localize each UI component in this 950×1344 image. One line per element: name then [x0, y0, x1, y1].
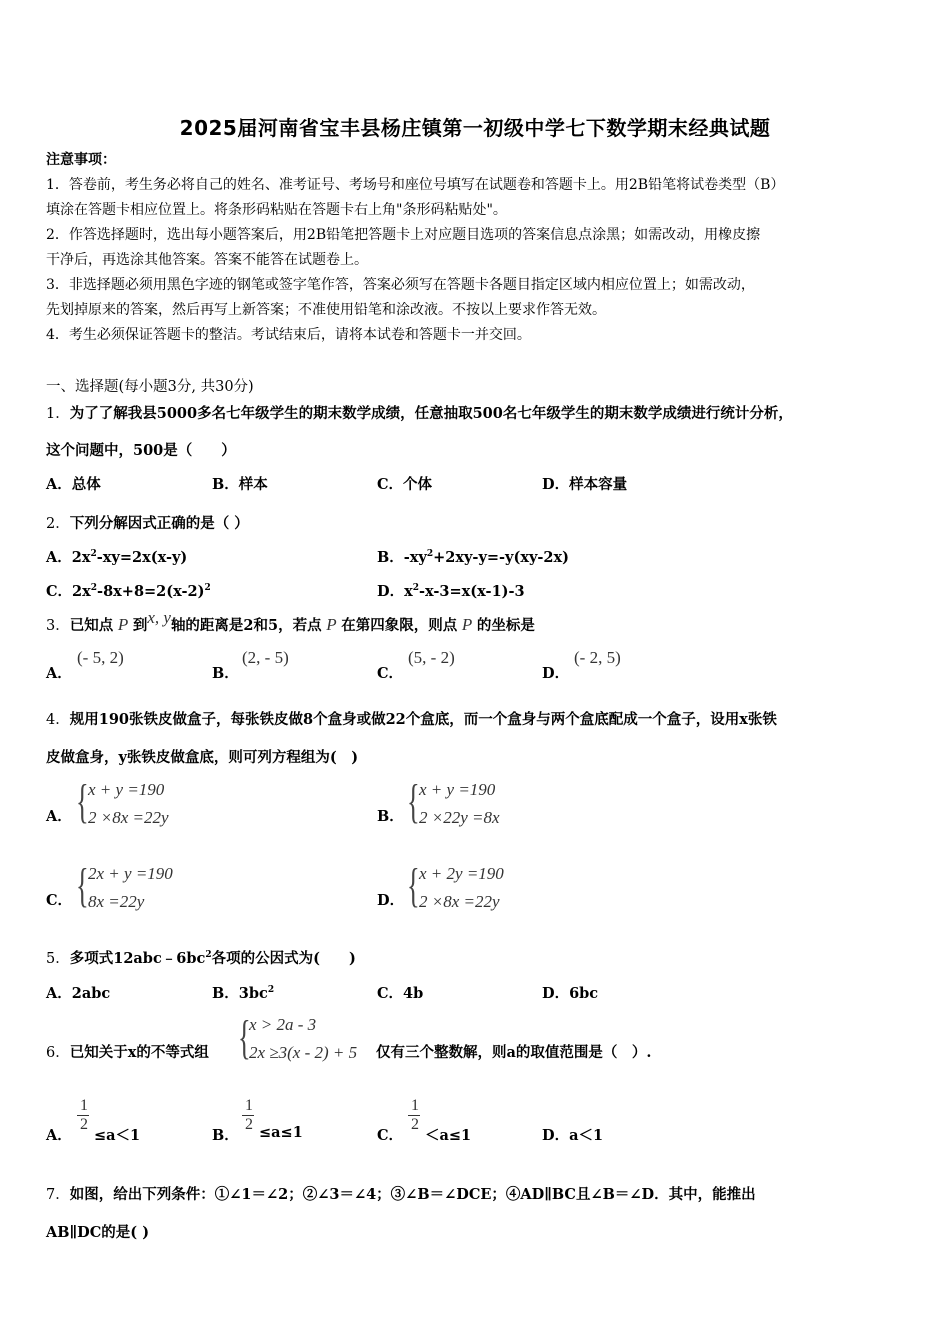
- fraction-half: 1 2: [242, 1097, 256, 1134]
- brace-icon: {: [76, 775, 89, 828]
- option-c: (5, - 2): [408, 648, 455, 667]
- question-number: 4．: [46, 712, 70, 728]
- section-heading: 一、选择题(每小题3分, 共30分): [46, 379, 254, 395]
- question-number: 1．: [46, 406, 70, 422]
- option-d: D．样本容量: [542, 476, 628, 493]
- notes-line: 4．考生必须保证答题卡的整洁。考试结束后，请将本试卷和答题卡一并交回。: [46, 327, 531, 343]
- question-stem: 5．多项式$12abc﹣6bc^2$各项的公因式为( ): [46, 950, 356, 967]
- notes-line: 1．答卷前，考生务必将自己的姓名、准考证号、考场号和座位号填写在试题卷和答题卡上。用2B铅笔将试卷类型（B）: [46, 177, 785, 193]
- option-c-label: C．: [46, 892, 73, 909]
- question-number: 3．: [46, 618, 70, 634]
- notes-line: 干净后，再选涂其他答案。答案不能答在试题卷上。: [46, 252, 368, 268]
- question-stem: [46, 512, 249, 533]
- option-b-label: B．: [377, 808, 404, 825]
- question-text: 下列分解因式正确的是（ ）: [69, 515, 249, 532]
- inequality-system: x > 2a - 3 2x ≥3(x - 2) + 5: [249, 1015, 358, 1062]
- question-text: 为了了解我县5000多名七年级学生的期末数学成绩，任意抽取500名七年级学生的期末数学成绩进行统计分析，: [69, 405, 793, 422]
- option-c: C．个体: [377, 476, 433, 493]
- option-b-system: x + y =190 2 ×22y =8x: [419, 780, 500, 827]
- notes-line: 填涂在答题卡相应位置上。将条形码粘贴在答题卡右上角"条形码粘贴处"。: [46, 202, 507, 218]
- question-stem: [46, 402, 793, 423]
- notes-line: 先划掉原来的答案，然后再写上新答案；不准使用铅笔和涂改液。不按以上要求作答无效。: [46, 302, 606, 318]
- question-text: 这个问题中，500是（ ）: [46, 442, 236, 459]
- option-d-system: x + 2y =190 2 ×8x =22y: [419, 864, 504, 911]
- brace-icon: {: [407, 775, 420, 828]
- option-b: B．$-xy^2+2xy-y=-y(xy-2x)$: [377, 549, 570, 566]
- option-d: D．6bc: [542, 985, 599, 1002]
- axes-xy: x, y: [147, 608, 171, 627]
- option-a-system: x + y =190 2 ×8x =22y: [88, 780, 169, 827]
- question-number: 7．: [46, 1187, 70, 1203]
- page-title: 2025届河南省宝丰县杨庄镇第一初级中学七下数学期末经典试题: [179, 116, 771, 140]
- point-p: P: [117, 615, 129, 634]
- option-a-label: A．: [46, 808, 72, 825]
- option-b: ≤a≤1: [259, 1124, 303, 1141]
- option-a: (- 5, 2): [77, 648, 124, 667]
- option-b-label: B．: [212, 665, 239, 682]
- notes-line: 2．作答选择题时，选出每小题答案后，用2B铅笔把答题卡上对应题目选项的答案信息点涂黑；如需改动，用橡皮擦: [46, 227, 761, 243]
- option-a: A．总体: [46, 476, 101, 493]
- question-stem-start: 6．已知关于x的不等式组: [46, 1044, 209, 1061]
- notes-heading: 注意事项：: [46, 152, 116, 168]
- option-b: (2, - 5): [242, 648, 289, 667]
- question-text: AB∥DC的是( ): [46, 1224, 150, 1241]
- question-stem-end: 仅有三个整数解，则a的取值范围是（ ）.: [376, 1044, 652, 1061]
- option-b-label: B．: [212, 1127, 239, 1144]
- option-c-label: C．: [377, 665, 404, 682]
- fraction-half: 1 2: [408, 1097, 422, 1134]
- notes-line: 3．非选择题必须用黑色字迹的钢笔或签字笔作答，答案必须写在答题卡各题目指定区域内相应位置上；如需改动，: [46, 277, 755, 293]
- option-c: ＜a≤1: [425, 1127, 472, 1144]
- option-c-system: 2x + y =190 8x =22y: [88, 864, 173, 911]
- option-c: C．$2x^2-8x+8=2(x-2)^2$: [46, 583, 211, 600]
- question-number: 2．: [46, 516, 70, 532]
- option-d-label: D．: [377, 892, 405, 909]
- option-d-label: D．: [542, 665, 570, 682]
- option-d: (- 2, 5): [574, 648, 621, 667]
- option-a: A．2abc: [46, 985, 111, 1002]
- option-c-label: C．: [377, 1127, 404, 1144]
- brace-icon: {: [238, 1011, 251, 1064]
- question-stem: 7．如图，给出下列条件：①∠1＝∠2；②∠3＝∠4；③∠B＝∠DCE；④AD∥BC且∠B＝∠D．其中，能推出: [46, 1186, 756, 1203]
- brace-icon: {: [407, 859, 420, 912]
- option-b: B．$3bc^2$: [212, 985, 275, 1002]
- option-a: ≤a＜1: [94, 1127, 141, 1144]
- question-text: 皮做盒身，y张铁皮做盒底，则可列方程组为( ): [46, 749, 359, 766]
- question-stem: 4．规用190张铁皮做盒子，每张铁皮做8个盒身或做22个盒底，而一个盒身与两个盒底配成一个盒子，设用x张铁: [46, 711, 777, 728]
- option-a-label: A．: [46, 665, 72, 682]
- option-d: D．$x^2-x-3=x(x-1)-3$: [377, 583, 525, 600]
- brace-icon: {: [76, 859, 89, 912]
- option-a-label: A．: [46, 1127, 72, 1144]
- option-c: C．4b: [377, 985, 424, 1002]
- question-number: 6．: [46, 1045, 70, 1061]
- question-number: 5．: [46, 951, 70, 967]
- option-b: B．样本: [212, 476, 268, 493]
- option-a: A．$2x^2-xy=2x(x-y)$: [46, 549, 188, 566]
- question-stem: 3．已知点 P 到x, y轴的距离是2和5，若点 P 在第四象限，则点 P 的坐标是: [46, 608, 535, 634]
- option-d: D．a＜1: [542, 1127, 604, 1144]
- fraction-half: 1 2: [77, 1097, 91, 1134]
